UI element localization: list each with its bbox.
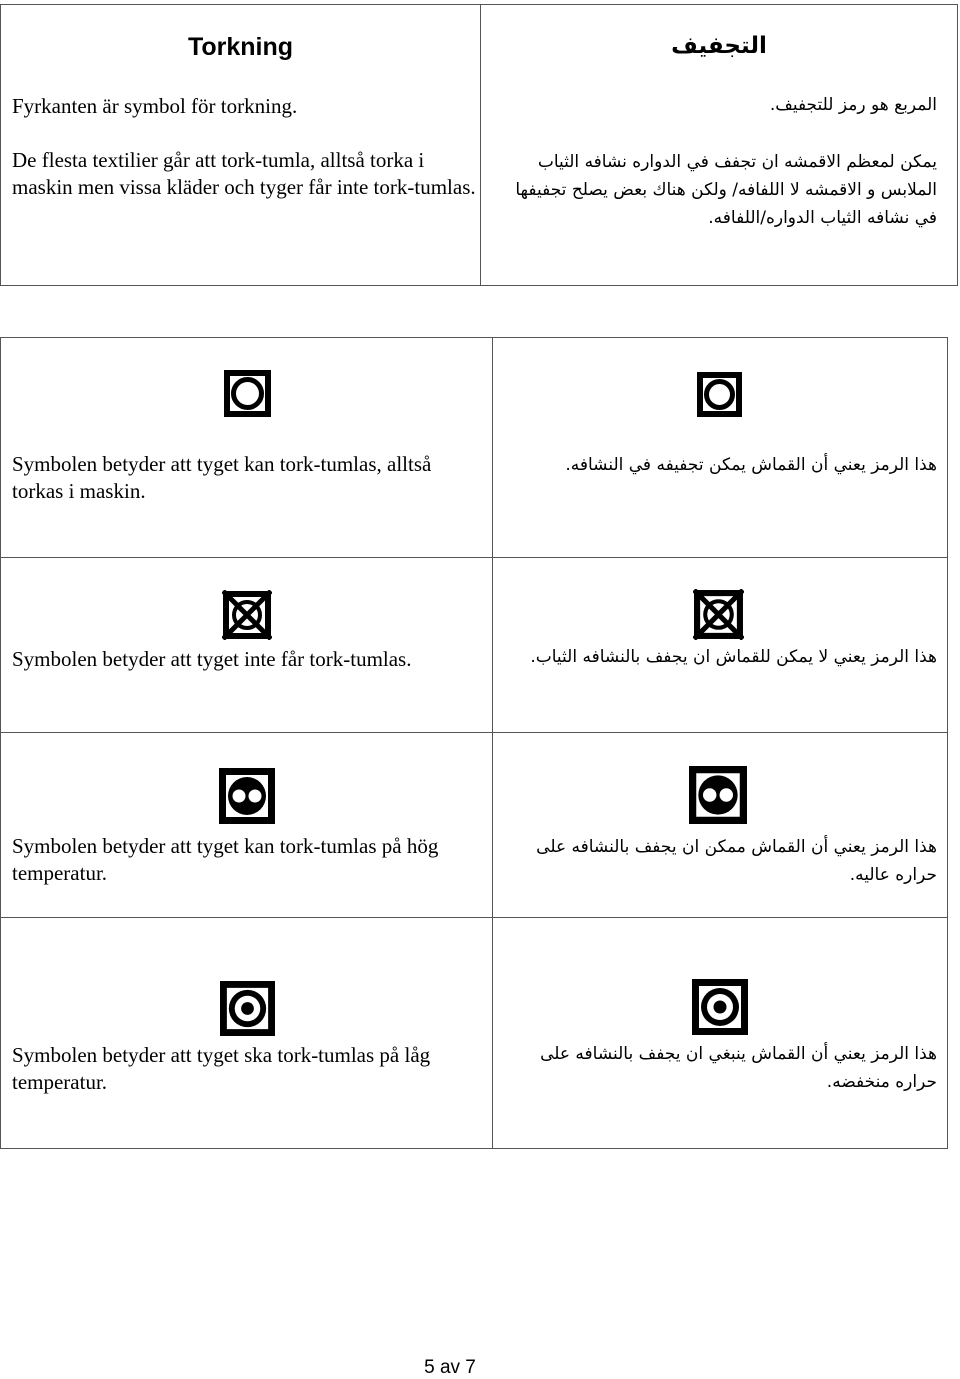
swedish-cell (0, 917, 493, 1149)
tumble-dry-high-heat-icon (689, 766, 747, 824)
do-not-tumble-dry-icon (222, 590, 272, 640)
swedish-intro-paragraph-2: De flesta textilier går att tork-tumla, alltså torka i maskin men vissa kläder och tyger får inte tork-tumlas. (12, 148, 476, 199)
symbol-description-ar: هذا الرمز يعني أن القماش يمكن تجفيفه في النشافه. (565, 455, 937, 475)
do-not-tumble-dry-icon (693, 589, 744, 640)
symbol-description-ar: هذا الرمز يعني أن القماش ينبغي ان يجفف بالنشافه على حراره منخفضه. (540, 1044, 937, 1092)
arabic-cell (492, 917, 948, 1149)
tumble-dry-icon (224, 370, 271, 417)
page-number: 5 av 7 (424, 1357, 476, 1378)
symbol-description-sv: Symbolen betyder att tyget ska tork-tumlas på låg temperatur. (12, 1043, 431, 1094)
tumble-dry-low-heat-icon (692, 979, 748, 1035)
tumble-dry-icon (697, 372, 742, 417)
tumble-dry-high-heat-icon (219, 768, 275, 824)
tumble-dry-low-heat-icon (220, 981, 275, 1036)
arabic-intro-paragraph-2: يمكن لمعظم الاقمشه ان تجفف في الدواره نشافه الثياب الملابس و الاقمشه لا اللفافه/ ولكن هناك بعض يصلح تجفيفها في نشافه الثياب الدواره/اللفافه. (515, 152, 937, 228)
swedish-heading: Torkning (187, 33, 294, 61)
arabic-cell (492, 732, 948, 918)
arabic-cell (492, 337, 948, 558)
table-row (0, 337, 948, 558)
symbol-description-sv: Symbolen betyder att tyget inte får tork-tumlas. (12, 647, 412, 671)
symbol-description-sv: Symbolen betyder att tyget kan tork-tumlas, alltså torkas i maskin. (12, 452, 432, 503)
swedish-intro-paragraph-1: Fyrkanten är symbol för torkning. (12, 94, 298, 118)
swedish-cell (0, 557, 493, 733)
intro-table (0, 4, 958, 286)
swedish-cell (0, 732, 493, 918)
arabic-intro-paragraph-1: المربع هو رمز للتجفيف. (769, 95, 937, 115)
arabic-heading: التجفيف (671, 33, 767, 59)
table-row (0, 732, 948, 918)
symbol-description-ar: هذا الرمز يعني أن القماش ممكن ان يجفف بالنشافه على حراره عاليه. (536, 837, 937, 885)
table-row (0, 917, 948, 1149)
swedish-cell (0, 337, 493, 558)
arabic-cell (492, 557, 948, 733)
symbol-table (0, 337, 948, 1149)
intro-swedish-cell (0, 4, 481, 286)
intro-arabic-cell (480, 4, 958, 286)
symbol-description-ar: هذا الرمز يعني لا يمكن للقماش ان يجفف بالنشافه الثياب. (530, 647, 937, 667)
table-row (0, 557, 948, 733)
symbol-description-sv: Symbolen betyder att tyget kan tork-tumlas på hög temperatur. (12, 834, 439, 885)
